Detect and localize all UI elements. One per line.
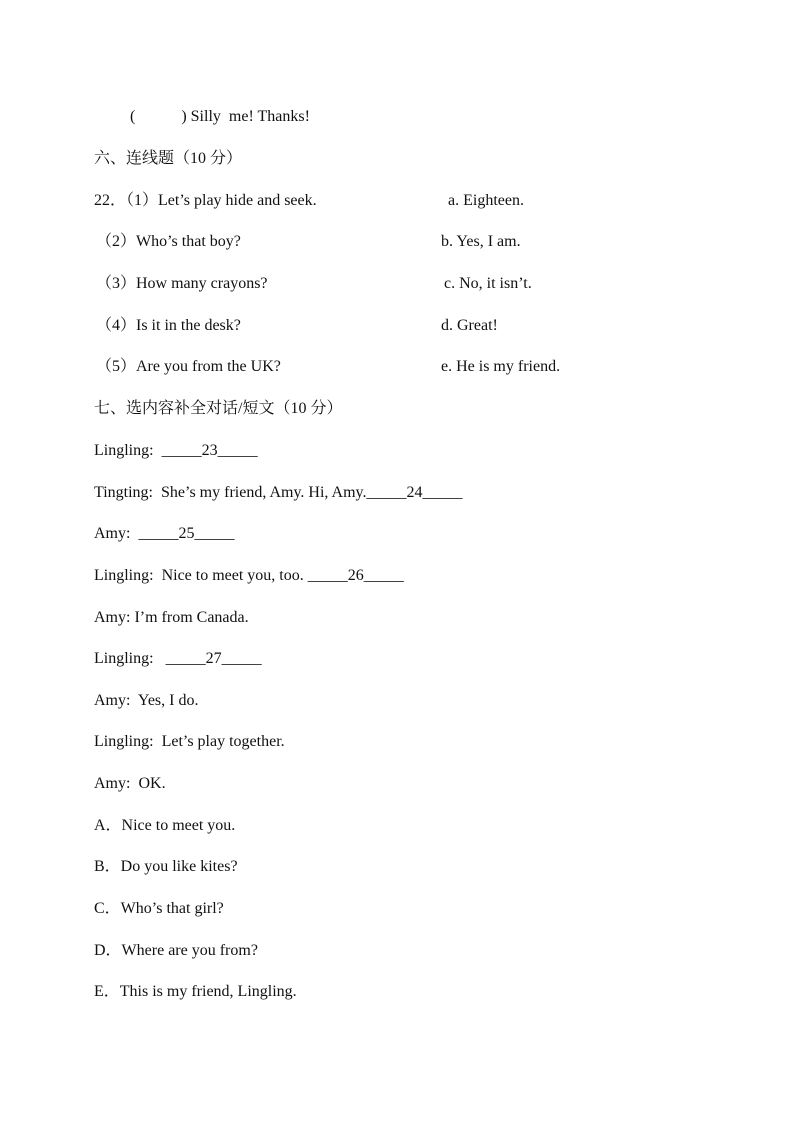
question-number: 22． bbox=[94, 192, 127, 209]
dialogue-line-9 bbox=[94, 774, 166, 794]
match-left-3: （3）How many crayons? bbox=[96, 275, 268, 292]
dialogue-text: She’s my friend, Amy. Hi, Amy. bbox=[161, 484, 367, 501]
blank-23: _____23_____ bbox=[161, 442, 258, 459]
blank-25: _____25_____ bbox=[138, 525, 235, 542]
dialogue-line-6 bbox=[94, 649, 262, 669]
match-left-2: （2）Who’s that boy? bbox=[96, 233, 241, 250]
match-left-4: （4）Is it in the desk? bbox=[96, 317, 241, 334]
blank-24: _____24_____ bbox=[366, 484, 463, 501]
speaker: Amy: bbox=[94, 609, 131, 626]
match-right-e: e. He is my friend. bbox=[441, 358, 561, 375]
option-c: C．Who’s that girl? bbox=[94, 900, 224, 917]
match-right-b: b. Yes, I am. bbox=[441, 233, 521, 250]
speaker: Lingling: bbox=[94, 733, 154, 750]
match-right-c: c. No, it isn’t. bbox=[444, 275, 532, 292]
open-paren: ( bbox=[130, 108, 136, 125]
match-left-1: （1）Let’s play hide and seek. bbox=[126, 192, 317, 209]
blank-27: _____27_____ bbox=[165, 650, 262, 667]
speaker: Lingling: bbox=[94, 650, 154, 667]
dialogue-line-8 bbox=[94, 732, 285, 752]
dialogue-text: I’m from Canada. bbox=[134, 609, 249, 626]
speaker: Amy: bbox=[94, 775, 131, 792]
dialogue-line-2 bbox=[94, 483, 462, 503]
speaker: Amy: bbox=[94, 692, 131, 709]
dialogue-text: Let’s play together. bbox=[161, 733, 285, 750]
option-e: E．This is my friend, Lingling. bbox=[94, 983, 297, 1000]
section7-title: 七、选内容补全对话/短文（10 分） bbox=[94, 400, 343, 417]
speaker: Amy: bbox=[94, 525, 131, 542]
dialogue-line-1 bbox=[94, 441, 258, 461]
option-b: B．Do you like kites? bbox=[94, 858, 238, 875]
matching-row-1 bbox=[94, 191, 317, 211]
dialogue-line-5 bbox=[94, 608, 249, 628]
option-d: D．Where are you from? bbox=[94, 942, 258, 959]
answer-line bbox=[130, 107, 310, 127]
option-a: A．Nice to meet you. bbox=[94, 817, 236, 834]
match-left-5: （5）Are you from the UK? bbox=[96, 358, 281, 375]
match-right-a: a. Eighteen. bbox=[448, 192, 524, 209]
dialogue-line-7 bbox=[94, 691, 198, 711]
speaker: Lingling: bbox=[94, 442, 154, 459]
section6-title: 六、连线题（10 分） bbox=[94, 150, 243, 167]
blank-26: _____26_____ bbox=[307, 567, 404, 584]
dialogue-text: Yes, I do. bbox=[137, 692, 199, 709]
match-right-d: d. Great! bbox=[441, 317, 498, 334]
dialogue-text: OK. bbox=[138, 775, 166, 792]
answer-text: Silly me! Thanks! bbox=[190, 108, 310, 125]
speaker: Tingting: bbox=[94, 484, 153, 501]
dialogue-line-3 bbox=[94, 524, 234, 544]
speaker: Lingling: bbox=[94, 567, 154, 584]
close-paren: ) bbox=[181, 108, 187, 125]
dialogue-text: Nice to meet you, too. bbox=[161, 567, 304, 584]
dialogue-line-4 bbox=[94, 566, 404, 586]
